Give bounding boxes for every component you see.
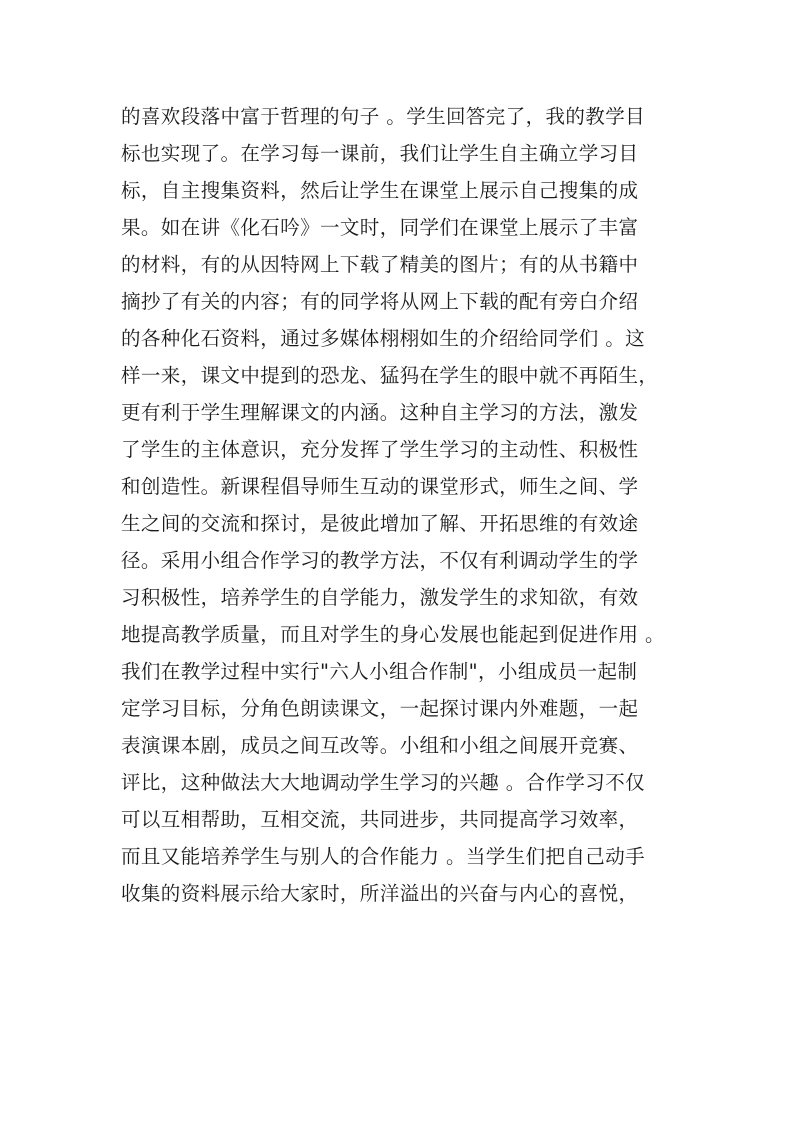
- text-line-15: 地提高教学质量，而且对学生的身心发展也能起到促进作用 。: [121, 623, 665, 646]
- text-line-5: 的材料，有的从因特网上下载了精美的图片；有的从书籍中: [121, 253, 639, 276]
- text-line-11: 和创造性。新课程倡导师生互动的课堂形式，师生之间、学: [121, 475, 639, 498]
- text-line-18: 表演课本剧，成员之间互改等。小组和小组之间展开竞赛、: [121, 734, 639, 757]
- text-line-14: 习积极性，培养学生的自学能力，激发学生的求知欲，有效: [121, 586, 639, 609]
- text-line-12: 生之间的交流和探讨，是彼此增加了解、开拓思维的有效途: [121, 512, 639, 535]
- text-line-7: 的各种化石资料，通过多媒体栩栩如生的介绍给同学们 。这: [121, 327, 645, 350]
- text-line-1: 的喜欢段落中富于哲理的句子 。学生回答完了，我的教学目: [121, 105, 645, 128]
- text-line-4: 果。如在讲《化石吟》一文时，同学们在课堂上展示了丰富: [121, 216, 639, 239]
- text-line-22: 收集的资料展示给大家时，所洋溢出的兴奋与内心的喜悦，: [121, 882, 639, 905]
- body-text: [121, 98, 681, 912]
- text-line-17: 定学习目标，分角色朗读课文，一起探讨课内外难题，一起: [121, 697, 639, 720]
- text-line-8: 样一来，课文中提到的恐龙、猛犸在学生的眼中就不再陌生，: [121, 364, 659, 387]
- text-line-16: 我们在教学过程中实行"六人小组合作制"，小组成员一起制: [121, 660, 638, 683]
- text-line-21: 而且又能培养学生与别人的合作能力 。当学生们把自己动手: [121, 845, 645, 868]
- text-line-3: 标，自主搜集资料，然后让学生在课堂上展示自己搜集的成: [121, 179, 639, 202]
- text-line-2: 标也实现了。在学习每一课前，我们让学生自主确立学习目: [121, 142, 639, 165]
- text-line-19: 评比，这种做法大大地调动学生学习的兴趣 。合作学习不仅: [121, 771, 645, 794]
- text-line-20: 可以互相帮助，互相交流，共同进步，共同提高学习效率，: [121, 808, 639, 831]
- text-line-6: 摘抄了有关的内容；有的同学将从网上下载的配有旁白介绍: [121, 290, 639, 313]
- text-line-10: 了学生的主体意识，充分发挥了学生学习的主动性、积极性: [121, 438, 639, 461]
- text-line-9: 更有利于学生理解课文的内涵。这种自主学习的方法，激发: [121, 401, 639, 424]
- text-line-13: 径。采用小组合作学习的教学方法，不仅有利调动学生的学: [121, 549, 639, 572]
